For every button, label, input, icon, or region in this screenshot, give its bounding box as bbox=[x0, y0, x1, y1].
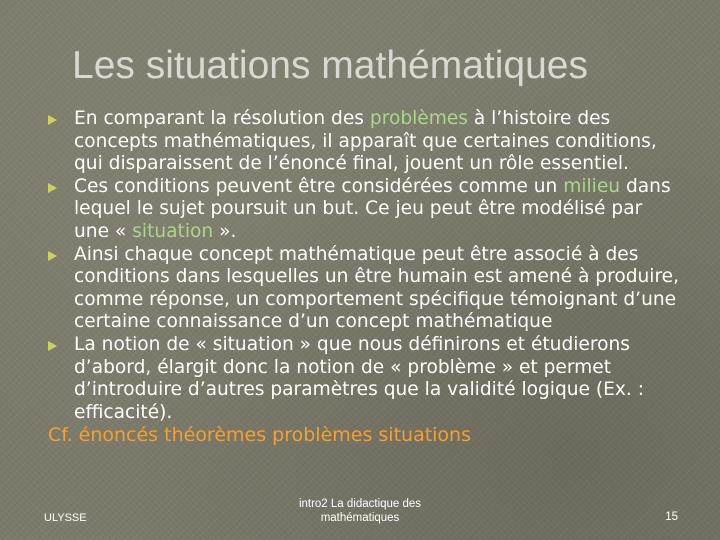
bullet-text: à l’histoire des concepts mathématiques, il apparaît que certaines conditions, qui disparaissent de l’énoncé final, jouent un rôle essentiel. bbox=[74, 108, 657, 175]
bullet-text: La notion de « situation » que nous définirons et étudierons d’abord, élargit donc la notion de « problème » et permet d’introduire d’autres paramètres que la validité logique (Ex. : efficacité). bbox=[74, 333, 644, 423]
bullet-text: dans lequel le sujet poursuit un but. Ce jeu peut être modélisé par une « bbox=[74, 175, 671, 242]
bullet-text: En comparant la résolution des bbox=[74, 108, 370, 129]
bullet-text: Ainsi chaque concept mathématique peut être associé à des conditions dans lesquelles un être humain est amené à produire, comme réponse, un comportement spécifique témoignant d’une certaine connaissance d’un concept mathématique bbox=[74, 243, 680, 333]
bullet-item-2 bbox=[48, 176, 682, 244]
footer-author: ULYSSE bbox=[44, 512, 87, 524]
bullet-text: Ces conditions peuvent être considérées comme un bbox=[74, 175, 564, 197]
bullet-text: ». bbox=[213, 220, 237, 242]
footer-course-title: intro2 La didactique des mathématiques bbox=[298, 498, 422, 524]
bullet-item-1 bbox=[48, 108, 682, 176]
bullet-item-4 bbox=[48, 334, 682, 424]
bullet-item-3 bbox=[48, 244, 682, 334]
highlight-situation: situation bbox=[132, 220, 214, 242]
triangle-bullet-icon bbox=[48, 341, 57, 351]
highlight-problemes: problèmes bbox=[369, 108, 468, 129]
triangle-bullet-icon bbox=[48, 251, 57, 261]
highlight-milieu: milieu bbox=[563, 175, 621, 197]
triangle-bullet-icon bbox=[48, 183, 57, 193]
cf-summary-line: Cf. énoncés théorèmes problèmes situations bbox=[48, 424, 472, 447]
slide-number: 15 bbox=[665, 511, 678, 523]
slide-content bbox=[48, 108, 682, 447]
triangle-bullet-icon bbox=[48, 115, 57, 125]
slide-title: Les situations mathématiques bbox=[72, 44, 588, 87]
